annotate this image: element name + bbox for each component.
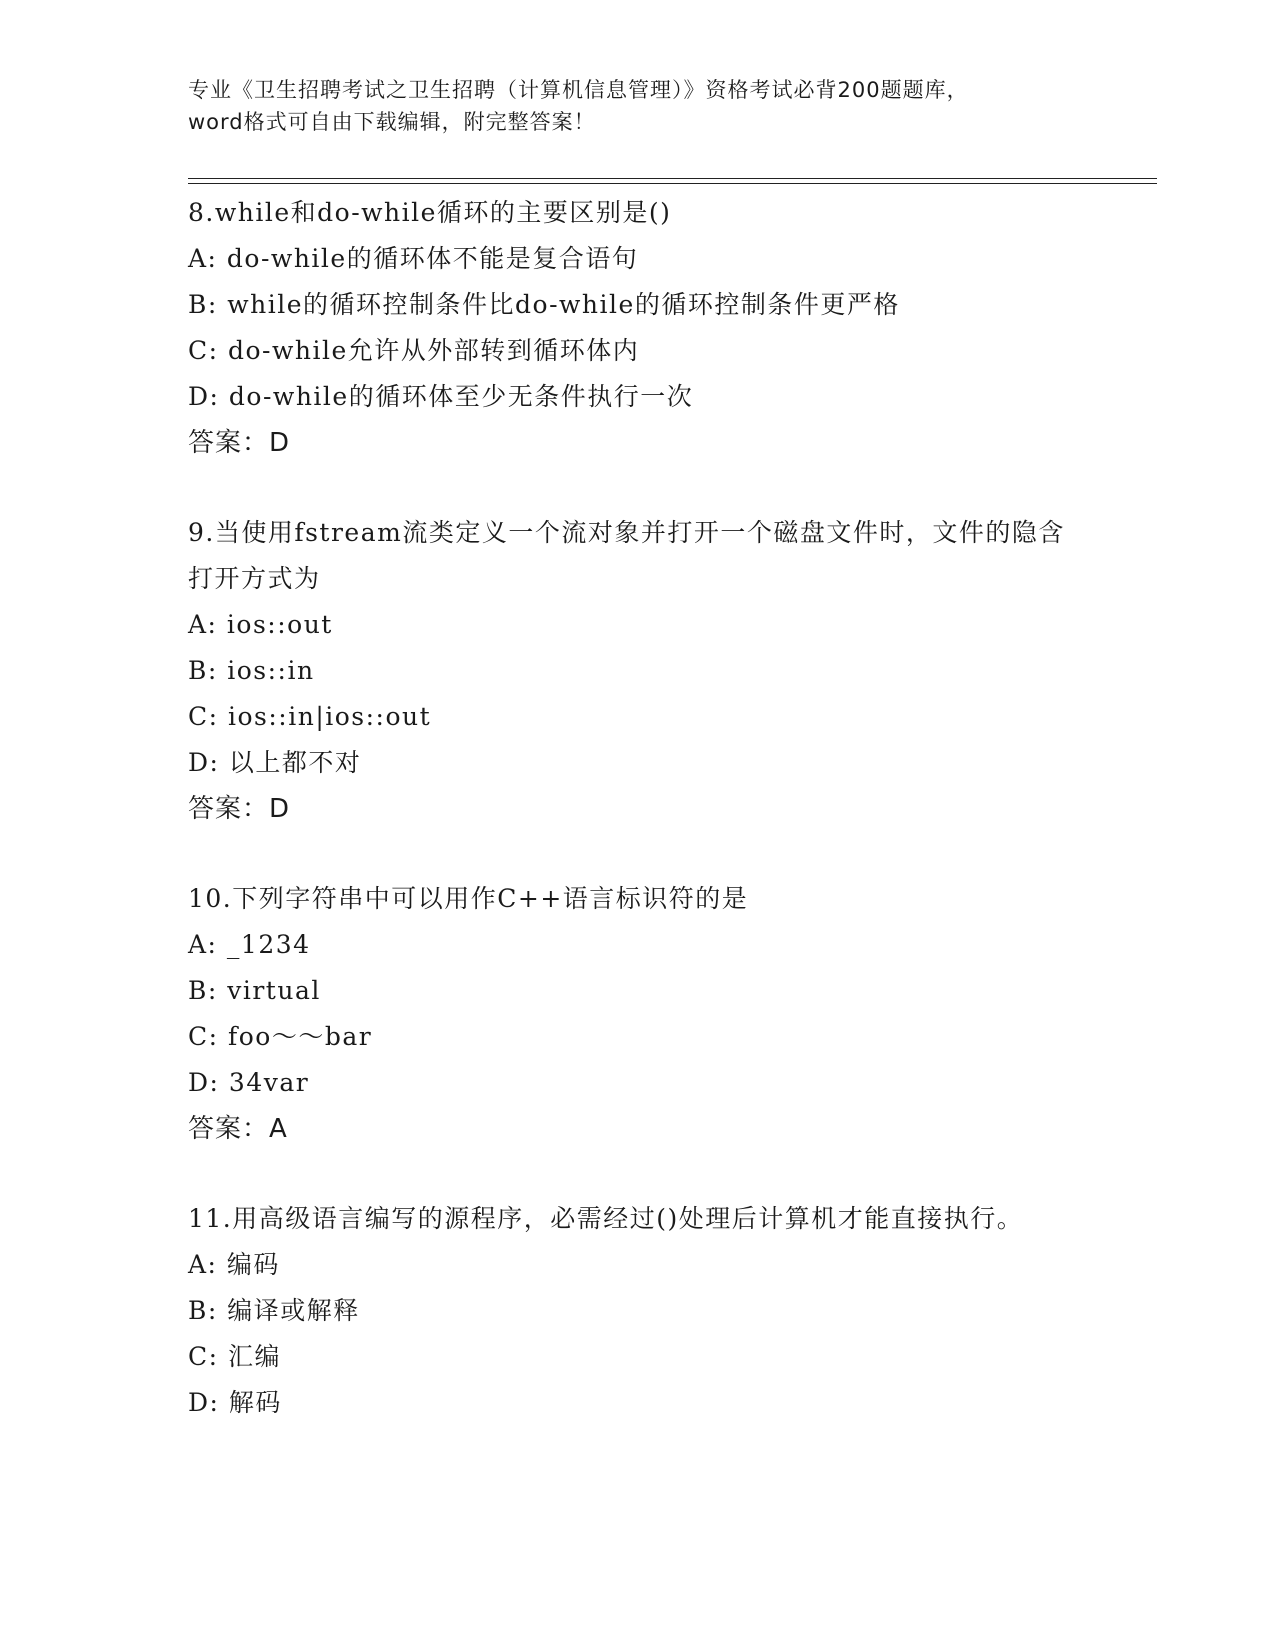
option-a: A: 编码 [188, 1250, 280, 1279]
option-c: C: ios::in|ios::out [188, 702, 432, 731]
option-b: B: while的循环控制条件比do-while的循环控制条件更严格 [188, 290, 900, 319]
question-list [188, 190, 1088, 1470]
option-b: B: 编译或解释 [188, 1296, 360, 1325]
option-d: D: 解码 [188, 1388, 282, 1417]
question-8 [188, 190, 1088, 466]
answer-line: 答案：A [188, 1114, 288, 1144]
option-a: A: do-while的循环体不能是复合语句 [188, 244, 639, 273]
option-c: C: foo～～bar [188, 1022, 373, 1051]
header-divider-bottom [188, 183, 1157, 184]
option-d: D: 34var [188, 1068, 310, 1097]
header-line-2: word格式可自由下载编辑，附完整答案！ [188, 110, 596, 134]
option-c: C: do-while允许从外部转到循环体内 [188, 336, 640, 365]
question-stem: 10.下列字符串中可以用作C++语言标识符的是 [188, 884, 749, 913]
option-d: D: 以上都不对 [188, 748, 362, 777]
option-b: B: ios::in [188, 656, 315, 685]
option-a: A: ios::out [188, 610, 333, 639]
question-10 [188, 876, 1088, 1152]
header-divider-top [188, 178, 1157, 179]
question-stem: 8.while和do-while循环的主要区别是() [188, 198, 672, 227]
header-line-1: 专业《卫生招聘考试之卫生招聘（计算机信息管理）》资格考试必背200题题库， [188, 78, 969, 102]
option-b: B: virtual [188, 976, 321, 1005]
question-11 [188, 1196, 1088, 1426]
option-c: C: 汇编 [188, 1342, 281, 1371]
document-header [188, 74, 1088, 138]
answer-line: 答案：D [188, 428, 291, 458]
option-a: A: _1234 [188, 930, 311, 959]
answer-line: 答案：D [188, 794, 291, 824]
question-9 [188, 510, 1088, 832]
question-stem: 9.当使用fstream流类定义一个流对象并打开一个磁盘文件时，文件的隐含打开方式为 [188, 518, 1065, 593]
question-stem: 11.用高级语言编写的源程序，必需经过()处理后计算机才能直接执行。 [188, 1204, 1024, 1233]
option-d: D: do-while的循环体至少无条件执行一次 [188, 382, 694, 411]
